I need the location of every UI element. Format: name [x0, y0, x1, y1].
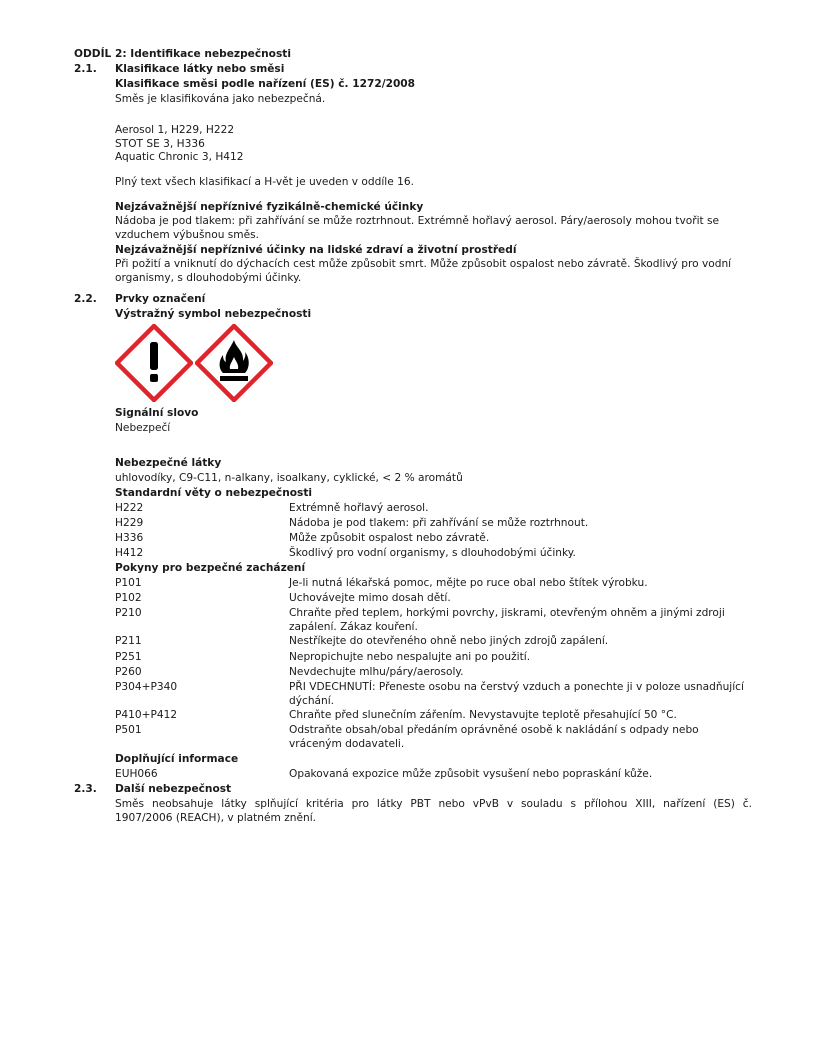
p-text: Nevdechujte mlhu/páry/aerosoly. — [289, 666, 464, 678]
p-text: Nestříkejte do otevřeného ohně nebo jiných zdrojů zapálení. — [289, 635, 609, 647]
euh-code: EUH066 — [115, 768, 158, 780]
other-hazards-text: Směs neobsahuje látky splňující kritéria pro látky PBT nebo vPvB v souladu s přílohou XIII, nařízení (ES) č. — [115, 798, 752, 810]
classification-line: Aerosol 1, H229, H222 — [115, 124, 235, 136]
p-code: P101 — [115, 577, 142, 589]
p-code: P102 — [115, 592, 142, 604]
phys-effects-text: vzduchem výbušnou směs. — [115, 229, 260, 241]
h-code: H336 — [115, 532, 144, 544]
euh-text: Opakovaná expozice může způsobit vysušení nebo popraskání kůže. — [289, 768, 653, 780]
subsection-number: 2.1. — [74, 63, 97, 75]
section-title: ODDÍL 2: Identifikace nebezpečnosti — [74, 48, 291, 60]
p-text: Uchovávejte mimo dosah dětí. — [289, 592, 451, 604]
p-code: P251 — [115, 651, 142, 663]
hazardous-substances-text: uhlovodíky, C9-C11, n-alkany, isoalkany, cyklické, < 2 % aromátů — [115, 472, 463, 484]
p-text: Chraňte před slunečním zářením. Nevystavujte teplotě přesahující 50 °C. — [289, 709, 677, 721]
other-hazards-text: 1907/2006 (REACH), v platném znění. — [115, 812, 317, 824]
hazardous-substances-title: Nebezpečné látky — [115, 457, 222, 469]
exclamation-mark-icon — [115, 324, 193, 402]
p-code: P211 — [115, 635, 142, 647]
h-code: H222 — [115, 502, 144, 514]
h-statements-title: Standardní věty o nebezpečnosti — [115, 487, 313, 499]
fulltext-note: Plný text všech klasifikací a H-vět je uveden v oddíle 16. — [115, 176, 414, 188]
h-text: Nádoba je pod tlakem: při zahřívání se může roztrhnout. — [289, 517, 589, 529]
p-text: Je-li nutná lékařská pomoc, mějte po ruce obal nebo štítek výrobku. — [289, 577, 648, 589]
p-text: Chraňte před teplem, horkými povrchy, jiskrami, otevřeným ohněm a jinými zdroji zapálení. Zákaz kouření. — [289, 607, 725, 633]
subsection-title: Další nebezpečnost — [115, 783, 232, 795]
subsection-title: Prvky označení — [115, 293, 206, 305]
subsection-title: Klasifikace látky nebo směsi — [115, 63, 285, 75]
h-code: H412 — [115, 547, 144, 559]
h-code: H229 — [115, 517, 144, 529]
p-code: P260 — [115, 666, 142, 678]
phys-effects-text: Nádoba je pod tlakem: při zahřívání se může roztrhnout. Extrémně hořlavý aerosol. Páry/aerosoly mohou tvořit se — [115, 215, 720, 227]
classification-line: STOT SE 3, H336 — [115, 138, 205, 150]
p-code: P501 — [115, 724, 142, 736]
health-effects-text: Při požití a vniknutí do dýchacích cest může způsobit smrt. Může způsobit ospalost nebo závratě. Škodlivý pro vodní — [115, 258, 732, 270]
p-statements-title: Pokyny pro bezpečné zacházení — [115, 562, 306, 574]
pictogram-title: Výstražný symbol nebezpečnosti — [115, 308, 312, 320]
signal-word-title: Signální slovo — [115, 407, 199, 419]
h-text: Extrémně hořlavý aerosol. — [289, 502, 429, 514]
signal-word: Nebezpečí — [115, 422, 171, 434]
p-text: PŘI VDECHNUTÍ: Přeneste osobu na čerstvý vzduch a ponechte ji v poloze usnadňující dýchání. — [289, 681, 744, 707]
supplementary-info-title: Doplňující informace — [115, 753, 239, 765]
phys-effects-title: Nejzávažnější nepříznivé fyzikálně-chemické účinky — [115, 201, 424, 213]
h-text: Může způsobit ospalost nebo závratě. — [289, 532, 490, 544]
flame-icon — [195, 324, 273, 402]
p-code: P410+P412 — [115, 709, 178, 721]
subsection-number: 2.2. — [74, 293, 97, 305]
health-effects-text: organismy, s dlouhodobými účinky. — [115, 272, 302, 284]
p-text: Odstraňte obsah/obal předáním oprávněné osobě k nakládání s odpady nebo vráceným dodavateli. — [289, 724, 699, 750]
p-code: P304+P340 — [115, 681, 178, 693]
p-text: Nepropichujte nebo nespalujte ani po použití. — [289, 651, 531, 663]
classification-line: Aquatic Chronic 3, H412 — [115, 151, 244, 163]
health-effects-title: Nejzávažnější nepříznivé účinky na lidské zdraví a životní prostředí — [115, 244, 517, 256]
classification-intro: Směs je klasifikována jako nebezpečná. — [115, 93, 326, 105]
subsection-number: 2.3. — [74, 783, 97, 795]
classification-subtitle: Klasifikace směsi podle nařízení (ES) č. 1272/2008 — [115, 78, 416, 90]
p-code: P210 — [115, 607, 142, 619]
h-text: Škodlivý pro vodní organismy, s dlouhodobými účinky. — [289, 547, 576, 559]
